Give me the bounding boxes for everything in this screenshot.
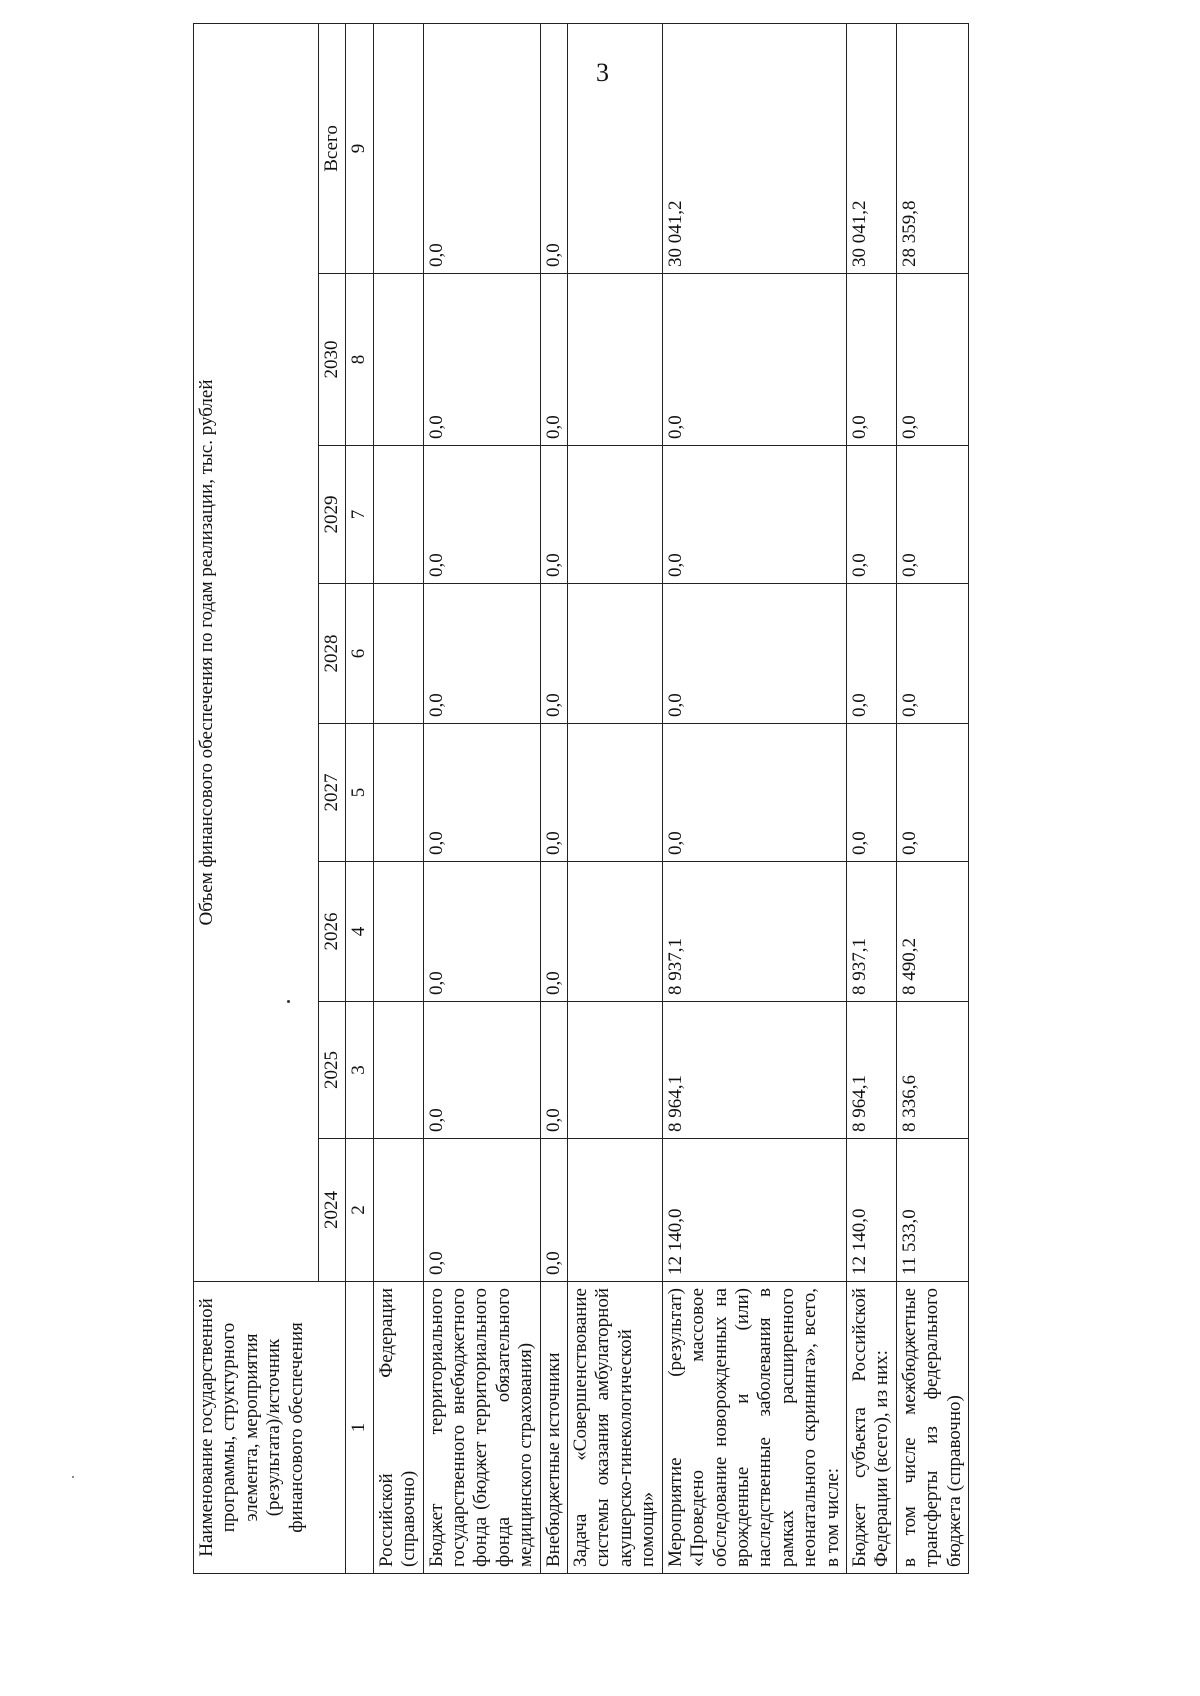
row-name-cell: в том числе межбюджетные трансферты из федерального бюджета (справочно) bbox=[896, 1282, 968, 1574]
column-index: 3 bbox=[346, 1002, 373, 1139]
page-number: 3 bbox=[596, 58, 609, 87]
header-name-cell: Наименование государственной программы, структурного элемента, мероприятия (результата)/источник финансового обеспечения bbox=[194, 1282, 346, 1574]
financing-table bbox=[193, 23, 969, 1574]
column-index-row bbox=[346, 23, 373, 1573]
column-index: 2 bbox=[346, 1139, 373, 1282]
year-header: 2025 bbox=[319, 1002, 346, 1139]
value-cell: 8 937,1 bbox=[846, 862, 896, 1002]
column-index: 9 bbox=[346, 23, 373, 273]
value-cell: 0,0 bbox=[662, 584, 846, 724]
value-cell: 0,0 bbox=[662, 724, 846, 862]
value-cell bbox=[373, 1002, 423, 1139]
value-cell: 0,0 bbox=[423, 23, 540, 273]
year-header: 2026 bbox=[319, 862, 346, 1002]
value-cell: 0,0 bbox=[540, 274, 567, 446]
value-cell: 0,0 bbox=[540, 584, 567, 724]
value-cell: 0,0 bbox=[540, 1002, 567, 1139]
table-row bbox=[846, 23, 896, 1573]
table-row bbox=[540, 23, 567, 1573]
value-cell: 8 490,2 bbox=[896, 862, 968, 1002]
value-cell: 0,0 bbox=[423, 724, 540, 862]
table-row bbox=[373, 23, 423, 1573]
value-cell bbox=[373, 23, 423, 273]
value-cell: 0,0 bbox=[896, 446, 968, 584]
value-cell: 0,0 bbox=[846, 446, 896, 584]
value-cell: 30 041,2 bbox=[846, 23, 896, 273]
value-cell: 0,0 bbox=[423, 274, 540, 446]
column-index: 5 bbox=[346, 724, 373, 862]
table-row bbox=[662, 23, 846, 1573]
value-cell: 0,0 bbox=[662, 274, 846, 446]
value-cell: 0,0 bbox=[846, 584, 896, 724]
row-name-cell: Задача «Совершенствование системы оказания амбулаторной акушерско-гинекологической помощи» bbox=[568, 1282, 663, 1574]
value-cell bbox=[568, 862, 663, 1002]
value-cell bbox=[568, 446, 663, 584]
column-index: 8 bbox=[346, 274, 373, 446]
value-cell: 30 041,2 bbox=[662, 23, 846, 273]
value-cell bbox=[568, 724, 663, 862]
value-cell: 8 937,1 bbox=[662, 862, 846, 1002]
value-cell bbox=[373, 274, 423, 446]
value-cell: 0,0 bbox=[896, 274, 968, 446]
year-header: 2027 bbox=[319, 724, 346, 862]
value-cell: 0,0 bbox=[540, 1139, 567, 1282]
value-cell: 0,0 bbox=[896, 724, 968, 862]
value-cell bbox=[568, 23, 663, 273]
table-row bbox=[423, 23, 540, 1573]
value-cell: 8 964,1 bbox=[846, 1002, 896, 1139]
value-cell: 12 140,0 bbox=[846, 1139, 896, 1282]
year-header: 2029 bbox=[319, 446, 346, 584]
value-cell: 8 336,6 bbox=[896, 1002, 968, 1139]
year-header: 2028 bbox=[319, 584, 346, 724]
value-cell bbox=[373, 584, 423, 724]
value-cell: 0,0 bbox=[540, 862, 567, 1002]
column-index: 6 bbox=[346, 584, 373, 724]
value-cell: 0,0 bbox=[540, 23, 567, 273]
value-cell: 11 533,0 bbox=[896, 1139, 968, 1282]
value-cell: 8 964,1 bbox=[662, 1002, 846, 1139]
value-cell: 12 140,0 bbox=[662, 1139, 846, 1282]
value-cell: 0,0 bbox=[423, 446, 540, 584]
row-name-cell: Мероприятие (результат) «Проведено массовое обследование новорожденных на врожденные и (или) наследственные заболевания в рамках расширенного неонатального скрининга», всего, в том числе: bbox=[662, 1282, 846, 1574]
row-name-cell: Российской Федерации (справочно) bbox=[373, 1282, 423, 1574]
year-header: 2024 bbox=[319, 1139, 346, 1282]
column-index: 7 bbox=[346, 446, 373, 584]
value-cell bbox=[373, 446, 423, 584]
value-cell: 0,0 bbox=[896, 584, 968, 724]
header-volume-cell: Объем финансового обеспечения по годам реализации, тыс. рублей bbox=[194, 23, 319, 1281]
value-cell bbox=[568, 584, 663, 724]
value-cell bbox=[568, 274, 663, 446]
table-row bbox=[896, 23, 968, 1573]
table-body bbox=[373, 23, 968, 1573]
value-cell: 0,0 bbox=[540, 724, 567, 862]
column-index: 1 bbox=[346, 1282, 373, 1574]
value-cell: 0,0 bbox=[846, 274, 896, 446]
row-name-cell: Бюджет субъекта Российской Федерации (всего), из них: bbox=[846, 1282, 896, 1574]
value-cell: 0,0 bbox=[540, 446, 567, 584]
value-cell bbox=[568, 1002, 663, 1139]
row-name-cell: Внебюджетные источники bbox=[540, 1282, 567, 1574]
value-cell: 0,0 bbox=[423, 862, 540, 1002]
value-cell bbox=[373, 1139, 423, 1282]
value-cell: 0,0 bbox=[423, 1139, 540, 1282]
year-header: 2030 bbox=[319, 274, 346, 446]
scan-speck bbox=[72, 1476, 74, 1478]
value-cell: 0,0 bbox=[662, 446, 846, 584]
column-index: 4 bbox=[346, 862, 373, 1002]
value-cell bbox=[568, 1139, 663, 1282]
value-cell bbox=[373, 724, 423, 862]
value-cell: 0,0 bbox=[423, 1002, 540, 1139]
row-name-cell: Бюджет территориального государственного внебюджетного фонда (бюджет территориального фонда обязательного медицинского страхования) bbox=[423, 1282, 540, 1574]
value-cell bbox=[373, 862, 423, 1002]
total-header: Всего bbox=[319, 23, 346, 273]
table-row bbox=[568, 23, 663, 1573]
value-cell: 0,0 bbox=[423, 584, 540, 724]
header-row-1 bbox=[194, 23, 319, 1573]
value-cell: 28 359,8 bbox=[896, 23, 968, 273]
value-cell: 0,0 bbox=[846, 724, 896, 862]
